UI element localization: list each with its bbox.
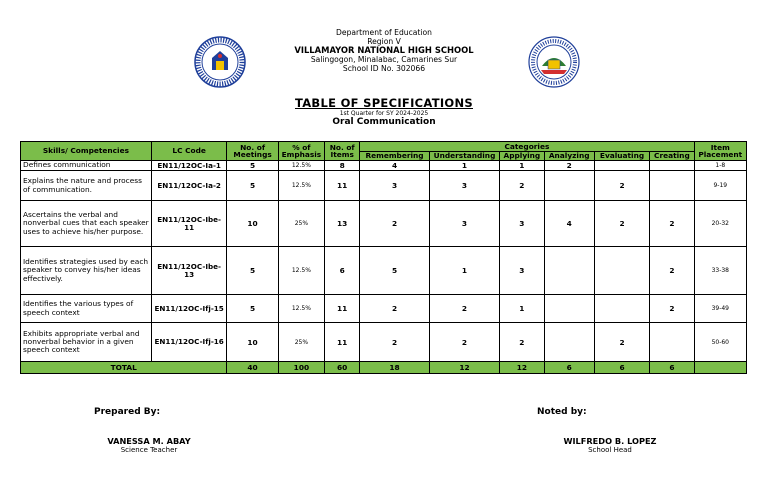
- quarter-label: 1st Quarter for SY 2024-2025: [339, 110, 429, 117]
- applying-cell: 2: [500, 171, 544, 201]
- emphasis-cell: 12.5%: [278, 295, 324, 323]
- applying-cell: 1: [500, 161, 544, 171]
- preparer-name: VANESSA M. ABAY: [107, 436, 191, 446]
- lc-code-cell: EN11/12OC-Ifj-15: [151, 295, 227, 323]
- creating-cell: [650, 171, 694, 201]
- header-categories: Categories: [360, 142, 694, 152]
- items-cell: 11: [325, 295, 360, 323]
- item-placement-cell: 39-49: [694, 295, 746, 323]
- header-lc-code: LC Code: [151, 142, 227, 161]
- lc-code-cell: EN11/12OC-Ia-2: [151, 171, 227, 201]
- lc-code-cell: EN11/12OC-Ifj-16: [151, 323, 227, 362]
- meetings-cell: 5: [227, 171, 278, 201]
- total-analyzing-cell: 6: [544, 362, 594, 374]
- document-title-block: [0, 96, 768, 127]
- meetings-cell: 5: [227, 295, 278, 323]
- header-evaluating: Evaluating: [594, 152, 649, 161]
- evaluating-cell: [594, 295, 649, 323]
- table-row: [21, 323, 747, 362]
- school-id: School ID No. 302066: [342, 64, 426, 73]
- item-placement-cell: 1-8: [694, 161, 746, 171]
- prepared-by-block: [94, 407, 160, 417]
- school-address: Salingogon, Minalabac, Camarines Sur: [310, 55, 458, 64]
- noter-block: [560, 436, 660, 454]
- items-cell: 8: [325, 161, 360, 171]
- skill-cell: Ascertains the verbal and nonverbal cues that each speaker uses to achieve his/her purpose.: [21, 201, 152, 247]
- evaluating-cell: 2: [594, 201, 649, 247]
- analyzing-cell: [544, 295, 594, 323]
- noted-by-label: Noted by:: [537, 407, 587, 417]
- creating-cell: [650, 323, 694, 362]
- remembering-cell: 2: [360, 201, 429, 247]
- table-body: [21, 161, 747, 374]
- lc-code-cell: EN11/12OC-Ibe-13: [151, 247, 227, 295]
- preparer-block: [106, 436, 192, 454]
- skill-cell: Defines communication: [21, 161, 152, 171]
- total-creating-cell: 6: [650, 362, 694, 374]
- header-creating: Creating: [650, 152, 694, 161]
- meetings-cell: 10: [227, 201, 278, 247]
- emphasis-cell: 12.5%: [278, 161, 324, 171]
- understanding-cell: 3: [429, 201, 499, 247]
- lc-code-cell: EN11/12OC-Ia-1: [151, 161, 227, 171]
- header-applying: Applying: [500, 152, 544, 161]
- total-label: TOTAL: [21, 362, 227, 374]
- skill-cell: Exhibits appropriate verbal and nonverbal behavior in a given speech context: [21, 323, 152, 362]
- evaluating-cell: 2: [594, 323, 649, 362]
- total-remembering-cell: 18: [360, 362, 429, 374]
- item-placement-cell: 50-60: [694, 323, 746, 362]
- skill-cell: Explains the nature and process of communication.: [21, 171, 152, 201]
- prepared-by-label: Prepared By:: [94, 407, 161, 417]
- header-analyzing: Analyzing: [544, 152, 594, 161]
- header-emphasis: % of Emphasis: [278, 142, 324, 161]
- document-title: TABLE OF SPECIFICATIONS: [294, 96, 473, 110]
- region-name: Region V: [367, 37, 401, 46]
- subject-name: Oral Communication: [332, 117, 436, 127]
- item-placement-cell: 20-32: [694, 201, 746, 247]
- total-placement-cell: [694, 362, 746, 374]
- total-understanding-cell: 12: [429, 362, 499, 374]
- emphasis-cell: 12.5%: [278, 171, 324, 201]
- remembering-cell: 4: [360, 161, 429, 171]
- school-seal-logo: [528, 36, 580, 88]
- school-name: VILLAMAYOR NATIONAL HIGH SCHOOL: [294, 45, 474, 55]
- meetings-cell: 5: [227, 247, 278, 295]
- total-emphasis-cell: 100: [278, 362, 324, 374]
- applying-cell: 1: [500, 295, 544, 323]
- evaluating-cell: 2: [594, 171, 649, 201]
- total-items-cell: 60: [325, 362, 360, 374]
- item-placement-cell: 9-19: [694, 171, 746, 201]
- analyzing-cell: [544, 171, 594, 201]
- remembering-cell: 2: [360, 295, 429, 323]
- meetings-cell: 10: [227, 323, 278, 362]
- emphasis-cell: 25%: [278, 323, 324, 362]
- emphasis-cell: 12.5%: [278, 247, 324, 295]
- specifications-table: [20, 141, 747, 374]
- remembering-cell: 2: [360, 323, 429, 362]
- total-evaluating-cell: 6: [594, 362, 649, 374]
- noter-position: School Head: [588, 446, 632, 454]
- creating-cell: 2: [650, 247, 694, 295]
- total-meetings-cell: 40: [227, 362, 278, 374]
- applying-cell: 3: [500, 201, 544, 247]
- item-placement-cell: 33-38: [694, 247, 746, 295]
- evaluating-cell: [594, 161, 649, 171]
- header-items: No. of Items: [325, 142, 360, 161]
- applying-cell: 2: [500, 323, 544, 362]
- applying-cell: 3: [500, 247, 544, 295]
- analyzing-cell: 4: [544, 201, 594, 247]
- preparer-position: Science Teacher: [120, 446, 178, 454]
- noted-by-block: [537, 407, 587, 417]
- header-understanding: Understanding: [429, 152, 499, 161]
- items-cell: 6: [325, 247, 360, 295]
- analyzing-cell: [544, 247, 594, 295]
- understanding-cell: 2: [429, 295, 499, 323]
- total-row: [21, 362, 747, 374]
- items-cell: 11: [325, 171, 360, 201]
- emphasis-cell: 25%: [278, 201, 324, 247]
- remembering-cell: 3: [360, 171, 429, 201]
- total-applying-cell: 12: [500, 362, 544, 374]
- header-item-placement: Item Placement: [694, 142, 746, 161]
- creating-cell: 2: [650, 201, 694, 247]
- creating-cell: 2: [650, 295, 694, 323]
- items-cell: 13: [325, 201, 360, 247]
- header-meetings: No. of Meetings: [227, 142, 278, 161]
- skill-cell: Identifies the various types of speech context: [21, 295, 152, 323]
- school-header: [0, 28, 768, 73]
- table-row: [21, 247, 747, 295]
- meetings-cell: 5: [227, 161, 278, 171]
- items-cell: 11: [325, 323, 360, 362]
- header-remembering: Remembering: [360, 152, 429, 161]
- remembering-cell: 5: [360, 247, 429, 295]
- lc-code-cell: EN11/12OC-Ibe-11: [151, 201, 227, 247]
- understanding-cell: 2: [429, 323, 499, 362]
- table-row: [21, 171, 747, 201]
- noter-name: WILFREDO B. LOPEZ: [563, 436, 657, 446]
- table-row: [21, 295, 747, 323]
- department-name: Department of Education: [336, 28, 432, 37]
- skill-cell: Identifies strategies used by each speaker to convey his/her ideas effectively.: [21, 247, 152, 295]
- creating-cell: [650, 161, 694, 171]
- table-row: [21, 201, 747, 247]
- analyzing-cell: [544, 323, 594, 362]
- understanding-cell: 3: [429, 171, 499, 201]
- header-skills: Skills/ Competencies: [21, 142, 152, 161]
- understanding-cell: 1: [429, 161, 499, 171]
- evaluating-cell: [594, 247, 649, 295]
- analyzing-cell: 2: [544, 161, 594, 171]
- table-row: [21, 161, 747, 171]
- understanding-cell: 1: [429, 247, 499, 295]
